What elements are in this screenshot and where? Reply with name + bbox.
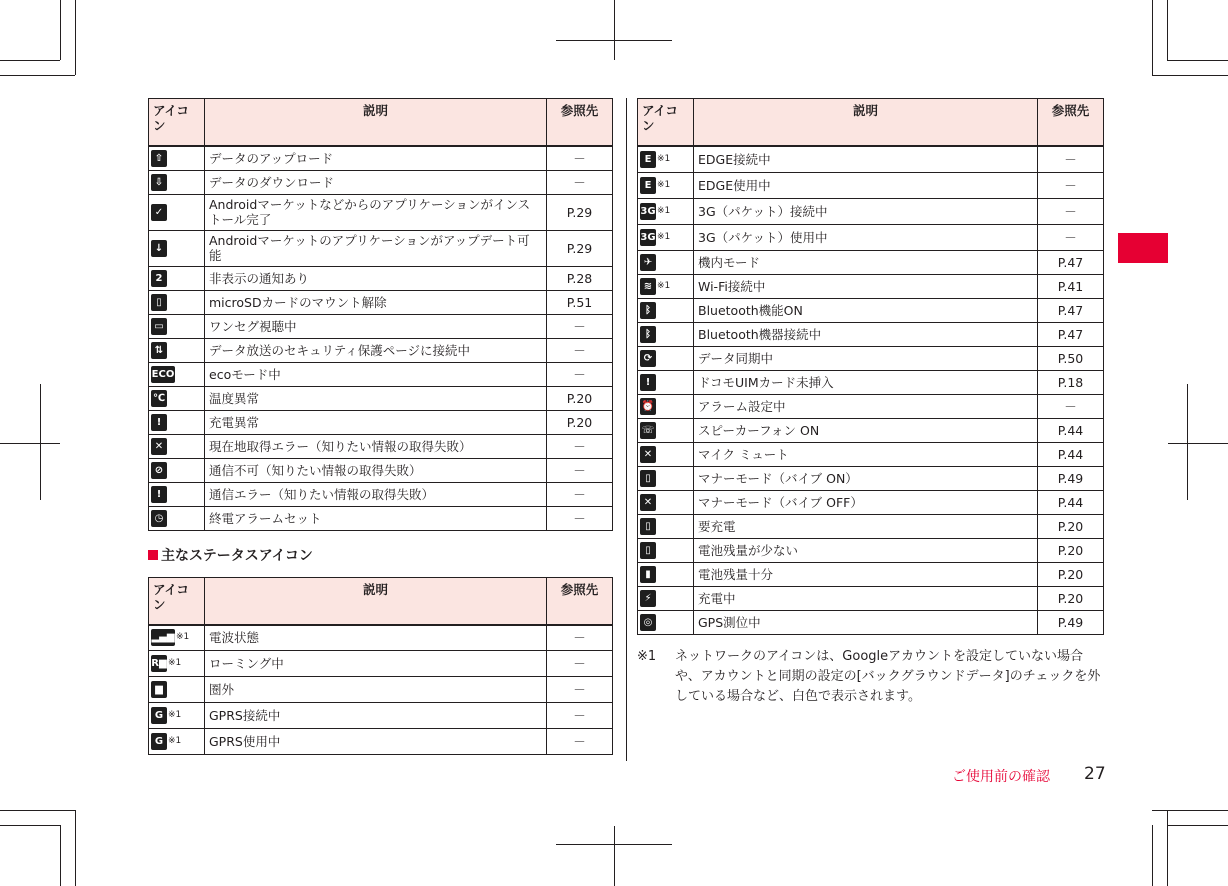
- icon-glyph: ↓: [154, 242, 164, 254]
- reference-cell: －: [1038, 224, 1104, 250]
- reference-cell: －: [1038, 146, 1104, 172]
- icon-glyph: ▯: [156, 296, 162, 308]
- icon-glyph: ◷: [154, 512, 164, 524]
- table-row: [638, 298, 1104, 322]
- icon-glyph: !: [156, 416, 162, 428]
- icon-glyph: ⏰: [641, 400, 655, 412]
- icon-glyph: G: [154, 736, 164, 747]
- mic-mute-icon: [640, 446, 656, 463]
- table-row: [149, 506, 613, 530]
- description-cell: 要充電: [694, 514, 1038, 538]
- reference-cell: P.50: [1038, 346, 1104, 370]
- table-row: [149, 362, 613, 386]
- description-cell: 充電異常: [205, 410, 547, 434]
- icon-cell: [149, 625, 205, 651]
- icon-cell: [149, 410, 205, 434]
- charge-error-icon: [151, 414, 167, 431]
- icon-cell: [149, 729, 205, 755]
- right-column: [637, 98, 1104, 707]
- data-sync-icon: [640, 350, 656, 367]
- battery-full-icon: [640, 566, 656, 583]
- note-mark: ※1: [657, 205, 671, 216]
- icon-cell: [638, 322, 694, 346]
- description-cell: Wi-Fi接続中: [694, 274, 1038, 298]
- note-mark: ※1: [657, 153, 671, 164]
- description-cell: 圏外: [205, 677, 547, 703]
- table-row: [638, 146, 1104, 172]
- bullet-square-icon: [148, 550, 158, 560]
- description-cell: 現在地取得エラー（知りたい情報の取得失敗）: [205, 434, 547, 458]
- description-cell: GPRS使用中: [205, 729, 547, 755]
- reference-cell: P.44: [1038, 418, 1104, 442]
- icon-cell: [638, 346, 694, 370]
- icon-glyph: ≋: [643, 280, 653, 292]
- icon-glyph: ▯: [645, 544, 651, 556]
- gprs-connected-icon: [151, 707, 167, 724]
- icon-glyph: ⟳: [643, 352, 653, 364]
- 3g-connected-icon: [640, 203, 656, 220]
- alarm-icon: [640, 398, 656, 415]
- header-desc: 説明: [205, 99, 547, 147]
- description-cell: 電波状態: [205, 625, 547, 651]
- icon-cell: [638, 250, 694, 274]
- table-row: [149, 230, 613, 266]
- icon-glyph: ◎: [643, 616, 653, 628]
- table-row: [638, 586, 1104, 610]
- no-uim-icon: [640, 374, 656, 391]
- reference-cell: P.29: [547, 194, 613, 230]
- note-mark: ※1: [168, 736, 182, 746]
- description-cell: マナーモード（バイブ ON）: [694, 466, 1038, 490]
- sd-unmount-icon: [151, 294, 167, 311]
- icon-cell: [149, 651, 205, 677]
- comm-error-icon: [151, 486, 167, 503]
- icon-glyph: ▭: [154, 320, 164, 332]
- icon-cell: [149, 290, 205, 314]
- footer-section-label: ご使用前の確認: [952, 769, 1050, 785]
- reference-cell: －: [547, 625, 613, 651]
- table-row: [149, 625, 613, 651]
- column-divider: [626, 98, 627, 761]
- icon-cell: [149, 314, 205, 338]
- install-complete-icon: [151, 204, 167, 221]
- description-cell: 通信エラー（知りたい情報の取得失敗）: [205, 482, 547, 506]
- description-cell: EDGE接続中: [694, 146, 1038, 172]
- download-icon: [151, 174, 167, 191]
- airplane-mode-icon: [640, 254, 656, 271]
- icon-glyph: ECO: [151, 368, 175, 380]
- description-cell: ドコモUIMカード未挿入: [694, 370, 1038, 394]
- reference-cell: P.49: [1038, 466, 1104, 490]
- icon-glyph: R▆: [151, 658, 167, 669]
- table-row: [149, 266, 613, 290]
- description-cell: スピーカーフォン ON: [694, 418, 1038, 442]
- reference-cell: －: [547, 170, 613, 194]
- note-mark: ※1: [657, 179, 671, 190]
- icon-glyph: E: [644, 179, 652, 191]
- icon-cell: [638, 198, 694, 224]
- note-mark: ※1: [176, 632, 190, 643]
- icon-cell: [149, 266, 205, 290]
- reference-cell: P.20: [1038, 538, 1104, 562]
- table-row: [149, 194, 613, 230]
- icon-glyph: ⊘: [154, 464, 164, 476]
- signal-strength-icon: [151, 629, 175, 646]
- icon-glyph: !: [645, 376, 651, 388]
- icon-cell: [149, 386, 205, 410]
- icon-cell: [638, 466, 694, 490]
- icon-glyph: G: [154, 710, 164, 721]
- table-row: [149, 314, 613, 338]
- description-cell: ワンセグ視聴中: [205, 314, 547, 338]
- icon-cell: [149, 338, 205, 362]
- footnote-text: ネットワークのアイコンは、Googleアカウントを設定していない場合や、アカウントと同期の設定の[バックグラウンドデータ]のチェックを外している場合など、白色で表示されます。: [675, 648, 1101, 704]
- oneseg-icon: [151, 318, 167, 335]
- description-cell: 3G（パケット）使用中: [694, 224, 1038, 250]
- description-cell: Androidマーケットのアプリケーションがアップデート可能: [205, 230, 547, 266]
- table-row: [638, 172, 1104, 198]
- table-row: [149, 170, 613, 194]
- table-row: [638, 370, 1104, 394]
- icon-cell: [638, 274, 694, 298]
- table-row: [149, 729, 613, 755]
- table-row: [149, 677, 613, 703]
- icon-glyph: ⚡: [644, 592, 652, 604]
- icon-cell: [638, 610, 694, 634]
- reference-cell: －: [547, 434, 613, 458]
- icon-glyph: ᛒ: [645, 304, 651, 316]
- icon-cell: [638, 370, 694, 394]
- table-row: [149, 651, 613, 677]
- table-header: [149, 577, 613, 625]
- battery-low-icon: [640, 542, 656, 559]
- table-row: [149, 482, 613, 506]
- reference-cell: P.20: [547, 386, 613, 410]
- description-cell: データのアップロード: [205, 146, 547, 170]
- description-cell: 通信不可（知りたい情報の取得失敗）: [205, 458, 547, 482]
- reference-cell: P.47: [1038, 322, 1104, 346]
- icon-glyph: ✈: [643, 256, 653, 268]
- data-broadcast-secure-icon: [151, 342, 167, 359]
- icon-glyph: ✕: [643, 496, 653, 508]
- reference-cell: P.47: [1038, 298, 1104, 322]
- reference-cell: －: [547, 362, 613, 386]
- table-row: [638, 198, 1104, 224]
- table-row: [638, 346, 1104, 370]
- icon-glyph: ▮: [645, 568, 651, 580]
- table-row: [149, 146, 613, 170]
- reference-cell: －: [1038, 172, 1104, 198]
- description-cell: 電池残量が少ない: [694, 538, 1038, 562]
- reference-cell: －: [547, 729, 613, 755]
- table-row: [638, 466, 1104, 490]
- wifi-icon: [640, 278, 656, 295]
- description-cell: 電池残量十分: [694, 562, 1038, 586]
- icon-table-status-right: [637, 98, 1104, 635]
- icon-cell: [638, 224, 694, 250]
- icon-glyph: 3G: [640, 205, 656, 217]
- footnote: [637, 647, 1105, 707]
- location-error-icon: [151, 438, 167, 455]
- icon-glyph: ℃: [152, 392, 166, 404]
- reference-cell: P.20: [1038, 586, 1104, 610]
- reference-cell: －: [547, 651, 613, 677]
- header-desc: 説明: [694, 99, 1038, 147]
- table-row: [149, 386, 613, 410]
- description-cell: Bluetooth機能ON: [694, 298, 1038, 322]
- header-ref: 参照先: [547, 577, 613, 625]
- icon-glyph: ▯: [645, 520, 651, 532]
- roaming-icon: [151, 655, 167, 672]
- icon-cell: [149, 434, 205, 458]
- reference-cell: P.28: [547, 266, 613, 290]
- description-cell: 機内モード: [694, 250, 1038, 274]
- table-row: [638, 562, 1104, 586]
- reference-cell: －: [547, 338, 613, 362]
- table-row: [638, 538, 1104, 562]
- table-row: [149, 290, 613, 314]
- icon-cell: [149, 146, 205, 170]
- header-icon: アイコン: [149, 577, 205, 625]
- reference-cell: －: [547, 482, 613, 506]
- reference-cell: P.20: [547, 410, 613, 434]
- no-signal-icon: [151, 462, 167, 479]
- icon-cell: [149, 362, 205, 386]
- reference-cell: P.41: [1038, 274, 1104, 298]
- table-row: [149, 338, 613, 362]
- table-row: [638, 610, 1104, 634]
- icon-glyph: ✓: [154, 206, 164, 218]
- icon-table-status-left: [148, 577, 613, 756]
- left-column: [148, 98, 613, 755]
- description-cell: 充電中: [694, 586, 1038, 610]
- icon-cell: [638, 562, 694, 586]
- update-available-icon: [151, 240, 167, 257]
- last-train-alarm-icon: [151, 510, 167, 527]
- icon-glyph: 3G: [640, 231, 656, 243]
- reference-cell: P.20: [1038, 514, 1104, 538]
- note-mark: ※1: [168, 710, 182, 720]
- icon-cell: [638, 514, 694, 538]
- description-cell: ローミング中: [205, 651, 547, 677]
- icon-glyph: ⇧: [154, 152, 164, 164]
- icon-cell: [638, 418, 694, 442]
- table-row: [638, 394, 1104, 418]
- note-mark: ※1: [657, 280, 671, 291]
- icon-cell: [638, 394, 694, 418]
- manner-vibrate-off-icon: [640, 494, 656, 511]
- reference-cell: －: [547, 677, 613, 703]
- icon-glyph: ▯: [645, 472, 651, 484]
- reference-cell: －: [547, 458, 613, 482]
- note-mark: ※1: [657, 231, 671, 242]
- icon-glyph: ✕: [154, 440, 164, 452]
- icon-glyph: ☏: [641, 424, 655, 436]
- description-cell: データ放送のセキュリティ保護ページに接続中: [205, 338, 547, 362]
- table-header: [638, 99, 1104, 147]
- eco-mode-icon: [151, 366, 175, 383]
- description-cell: Androidマーケットなどからのアプリケーションがインストール完了: [205, 194, 547, 230]
- reference-cell: P.47: [1038, 250, 1104, 274]
- note-mark: ※1: [168, 658, 182, 668]
- icon-cell: [149, 506, 205, 530]
- table-row: [149, 458, 613, 482]
- icon-cell: [149, 482, 205, 506]
- reference-cell: P.44: [1038, 442, 1104, 466]
- icon-cell: [638, 538, 694, 562]
- gprs-in-use-icon: [151, 733, 167, 750]
- table-row: [149, 410, 613, 434]
- description-cell: 3G（パケット）接続中: [694, 198, 1038, 224]
- 3g-in-use-icon: [640, 229, 656, 246]
- out-of-service-icon: [151, 681, 167, 698]
- description-cell: マナーモード（バイブ OFF）: [694, 490, 1038, 514]
- edge-in-use-icon: [640, 177, 656, 194]
- table-row: [638, 274, 1104, 298]
- icon-glyph: ✕: [643, 448, 653, 460]
- description-cell: データのダウンロード: [205, 170, 547, 194]
- icon-cell: [149, 230, 205, 266]
- icon-cell: [149, 458, 205, 482]
- icon-glyph: ᛒ: [645, 328, 651, 340]
- edge-connected-icon: [640, 151, 656, 168]
- description-cell: アラーム設定中: [694, 394, 1038, 418]
- battery-needs-charge-icon: [640, 518, 656, 535]
- description-cell: EDGE使用中: [694, 172, 1038, 198]
- reference-cell: P.29: [547, 230, 613, 266]
- description-cell: GPRS接続中: [205, 703, 547, 729]
- icon-glyph: ▆: [155, 684, 163, 695]
- icon-glyph: !: [156, 488, 162, 500]
- description-cell: マイク ミュート: [694, 442, 1038, 466]
- hidden-notification-icon: [151, 270, 167, 287]
- chapter-tab: [1118, 233, 1168, 263]
- speakerphone-icon: [640, 422, 656, 439]
- icon-cell: [149, 194, 205, 230]
- icon-table-notifications: [148, 98, 613, 531]
- reference-cell: －: [1038, 394, 1104, 418]
- header-icon: アイコン: [149, 99, 205, 147]
- reference-cell: －: [547, 703, 613, 729]
- manner-vibrate-on-icon: [640, 470, 656, 487]
- table-row: [149, 703, 613, 729]
- reference-cell: －: [547, 506, 613, 530]
- icon-glyph: ⇩: [154, 176, 164, 188]
- table-row: [638, 322, 1104, 346]
- icon-glyph: E: [644, 153, 652, 165]
- table-row: [638, 442, 1104, 466]
- icon-cell: [638, 442, 694, 466]
- description-cell: microSDカードのマウント解除: [205, 290, 547, 314]
- reference-cell: P.49: [1038, 610, 1104, 634]
- header-desc: 説明: [205, 577, 547, 625]
- description-cell: 非表示の通知あり: [205, 266, 547, 290]
- temperature-icon: [151, 390, 167, 407]
- reference-cell: P.51: [547, 290, 613, 314]
- icon-glyph: 2: [155, 272, 163, 284]
- table-row: [638, 250, 1104, 274]
- charging-icon: [640, 590, 656, 607]
- table-row: [638, 418, 1104, 442]
- header-ref: 参照先: [1038, 99, 1104, 147]
- table-row: [638, 514, 1104, 538]
- upload-icon: [151, 150, 167, 167]
- description-cell: データ同期中: [694, 346, 1038, 370]
- table-row: [149, 434, 613, 458]
- table-header: [149, 99, 613, 147]
- reference-cell: P.18: [1038, 370, 1104, 394]
- footnote-mark: ※1: [637, 648, 657, 664]
- bluetooth-on-icon: [640, 302, 656, 319]
- page-number: 27: [1084, 764, 1106, 784]
- description-cell: Bluetooth機器接続中: [694, 322, 1038, 346]
- reference-cell: －: [1038, 198, 1104, 224]
- bluetooth-connected-icon: [640, 326, 656, 343]
- icon-cell: [149, 170, 205, 194]
- reference-cell: P.20: [1038, 562, 1104, 586]
- header-ref: 参照先: [547, 99, 613, 147]
- description-cell: 温度異常: [205, 386, 547, 410]
- icon-cell: [638, 298, 694, 322]
- reference-cell: －: [547, 314, 613, 338]
- description-cell: 終電アラームセット: [205, 506, 547, 530]
- header-icon: アイコン: [638, 99, 694, 147]
- section-title: 主なステータスアイコン: [148, 545, 613, 565]
- icon-cell: [638, 586, 694, 610]
- gps-icon: [640, 614, 656, 631]
- icon-glyph: ⇅: [154, 344, 164, 356]
- icon-cell: [149, 703, 205, 729]
- table-row: [638, 224, 1104, 250]
- description-cell: ecoモード中: [205, 362, 547, 386]
- icon-cell: [149, 677, 205, 703]
- icon-cell: [638, 490, 694, 514]
- icon-cell: [638, 172, 694, 198]
- reference-cell: －: [547, 146, 613, 170]
- icon-glyph: ▂▄▆: [151, 632, 175, 644]
- description-cell: GPS測位中: [694, 610, 1038, 634]
- table-row: [638, 490, 1104, 514]
- reference-cell: P.44: [1038, 490, 1104, 514]
- icon-cell: [638, 146, 694, 172]
